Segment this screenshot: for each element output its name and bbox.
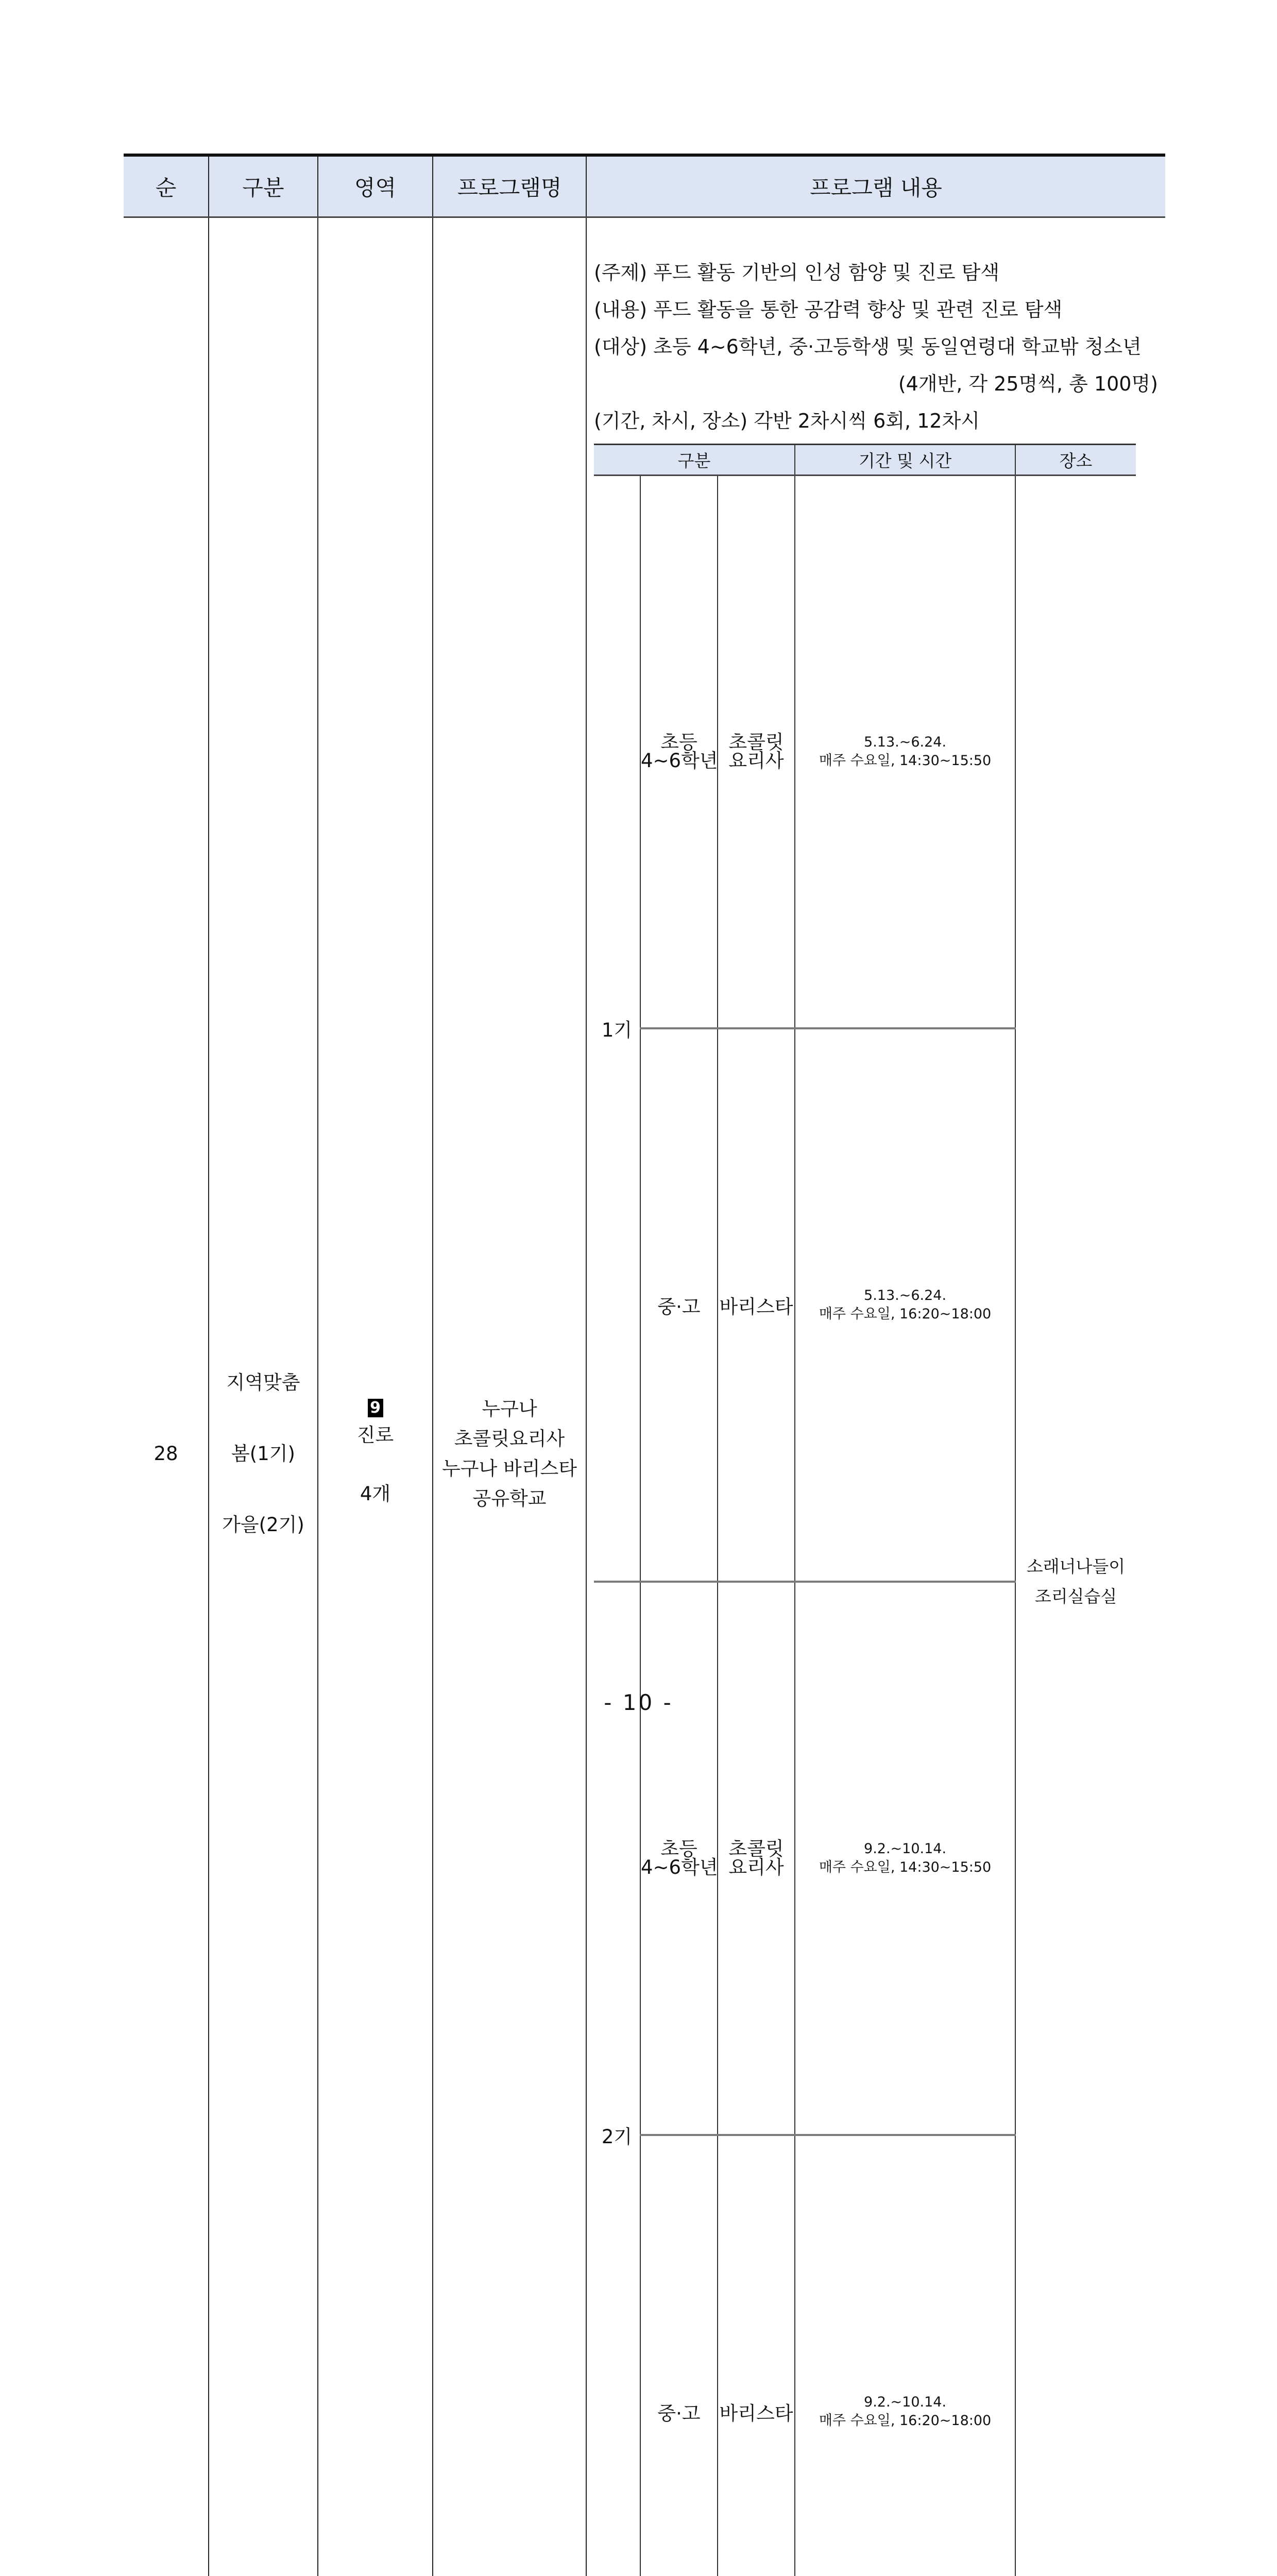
- content-capacity: (4개반, 각 25명씩, 총 100명): [594, 365, 1158, 402]
- row-number: 28: [124, 217, 209, 2576]
- content-detail: (내용) 푸드 활동을 통한 공감력 향상 및 관련 진로 탐색: [594, 291, 1158, 328]
- program-name-cell: 누구나 초콜릿요리사 누구나 바리스타 공유학교: [433, 217, 586, 2576]
- page-number: - 10 -: [0, 1690, 1277, 1715]
- program-table: [124, 154, 1165, 2576]
- area-number-badge: 9: [368, 1399, 383, 1417]
- schedule-row: 중·고 바리스타 9.2.~10.14. 매주 수요일, 16:20~18:00: [594, 2135, 1136, 2576]
- content-theme: (주제) 푸드 활동 기반의 인성 함양 및 진로 탐색: [594, 254, 1158, 291]
- table-row: [124, 217, 1165, 2576]
- header-no: 순: [124, 155, 209, 217]
- program-content-cell: [586, 217, 1165, 2576]
- schedule-table: 구분 기간 및 시간 장소 1기 초등 4~6학년 초콜릿 요리사 5.13.~6.24. 매주 수요일, 14:30~15:50 소래너나들이 조리실습실 중·고 바리스타 5.13.~6.24. 매주 수요일, 16:20~18:00 2기 초등 4~6학년 초콜릿 요리사 9.2.~10.14. 매주 수요일, 14:30~15:50 중·고 바리스타 9.2.~10.14. 매주 수요일, 16:20~18:00: [594, 444, 1136, 2576]
- category-cell: 지역맞춤 봄(1기) 가을(2기): [209, 217, 318, 2576]
- schedule-row: 2기 초등 4~6학년 초콜릿 요리사 9.2.~10.14. 매주 수요일, 14:30~15:50: [594, 1582, 1136, 2135]
- schedule-row: 1기 초등 4~6학년 초콜릿 요리사 5.13.~6.24. 매주 수요일, 14:30~15:50 소래너나들이 조리실습실: [594, 476, 1136, 1029]
- header-category: 구분: [209, 155, 318, 217]
- header-program-content: 프로그램 내용: [586, 155, 1165, 217]
- header-program-name: 프로그램명: [433, 155, 586, 217]
- header-area: 영역: [318, 155, 433, 217]
- table-header-row: [124, 155, 1165, 217]
- content-schedule: (기간, 차시, 장소) 각반 2차시씩 6회, 12차시: [594, 402, 1158, 439]
- schedule-row: 중·고 바리스타 5.13.~6.24. 매주 수요일, 16:20~18:00: [594, 1028, 1136, 1582]
- area-cell: 9 진로 4개: [318, 217, 433, 2576]
- place-cell: 소래너나들이 조리실습실: [1015, 476, 1136, 2576]
- content-target: (대상) 초등 4~6학년, 중·고등학생 및 동일연령대 학교밖 청소년: [594, 328, 1158, 365]
